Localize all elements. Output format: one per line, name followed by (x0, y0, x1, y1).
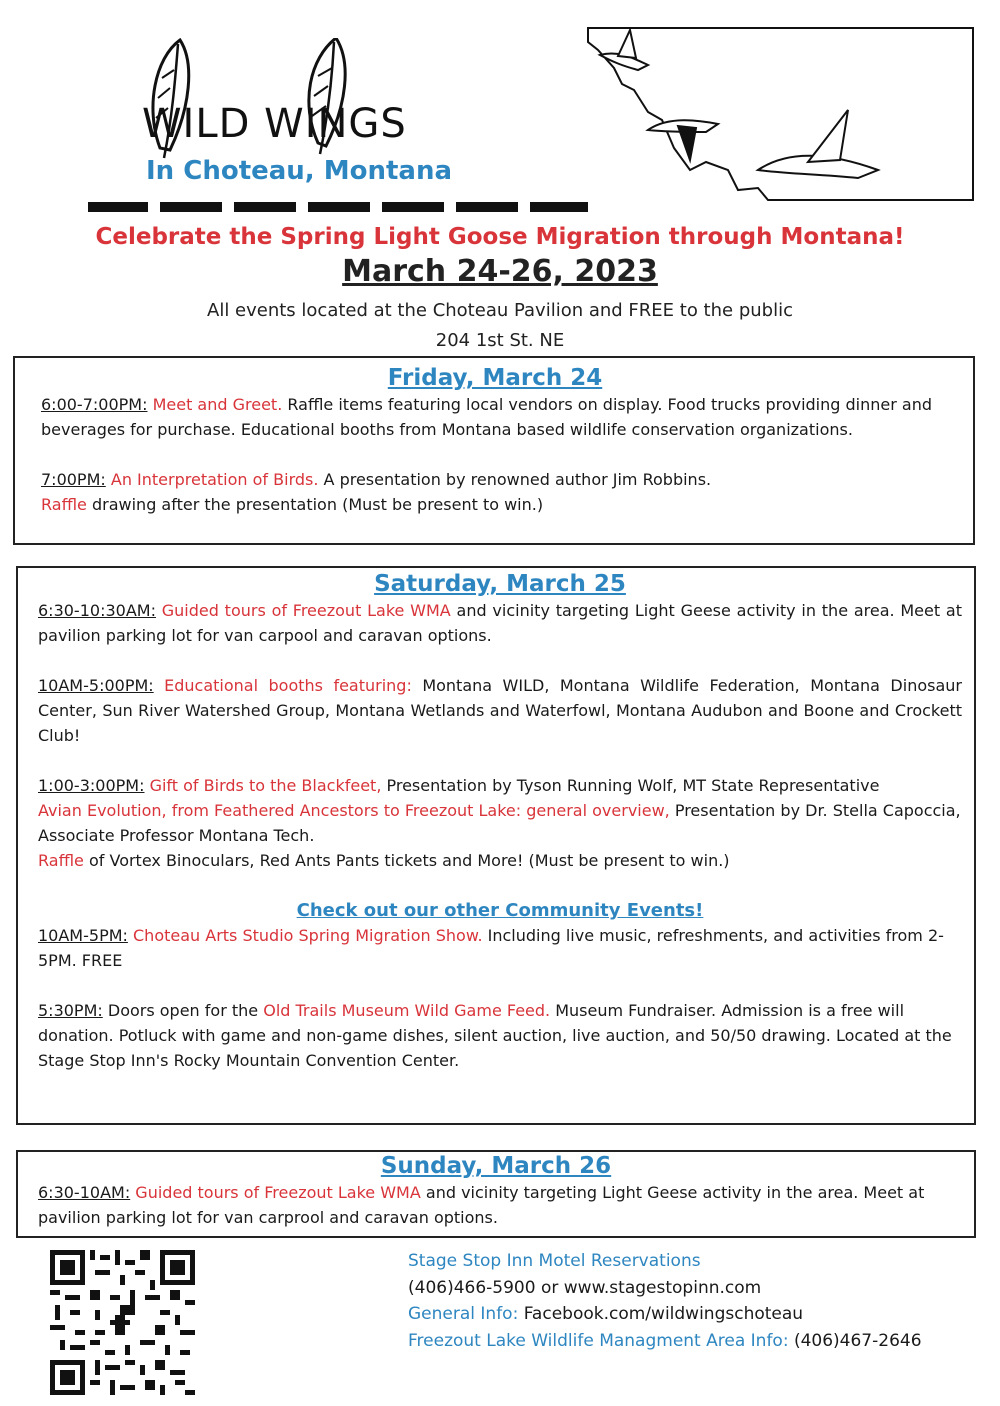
saturday-event-avian-evolution (38, 798, 962, 848)
event-description: Presentation by Tyson Running Wolf, MT State Representative (381, 776, 880, 795)
wma-info (408, 1328, 922, 1355)
event-description: drawing after the presentation (Must be present to win.) (86, 495, 544, 514)
montana-map-icon (578, 20, 978, 212)
subtitle: In Choteau, Montana (146, 156, 453, 186)
saturday-event-booths (38, 673, 962, 748)
general-info-label: General Info: (408, 1304, 519, 1324)
wma-info-label: Freezout Lake Wildlife Managment Area Info: (408, 1330, 789, 1351)
event-text: Doors open for the (102, 1001, 264, 1020)
headline: Celebrate the Spring Light Goose Migration through Montana! (95, 224, 905, 250)
event-description: Raffle items featuring local vendors on display. Food trucks providing dinner and beverages for purchase. Educational booths from Montana based wildlife conservation organizations. (41, 395, 932, 439)
event-time: 6:30-10:30AM: (38, 601, 156, 620)
event-name: An Interpretation of Birds. (110, 470, 319, 489)
saturday-event-raffle (38, 848, 962, 873)
friday-title: Friday, March 24 (387, 365, 603, 391)
general-info (408, 1301, 922, 1328)
event-time: 5:30PM: (38, 1001, 103, 1020)
event-time: 6:00-7:00PM: (41, 395, 148, 414)
saturday-event-tours (38, 598, 962, 648)
event-name: Raffle (38, 851, 84, 870)
event-name: Old Trails Museum Wild Game Feed. (263, 1001, 551, 1020)
event-time: 6:30-10AM: (38, 1183, 131, 1202)
event-description: Museum Fundraiser. Admission is a free will donation. Potluck with game and non-game dishes, silent auction, live auction, and 50/50 drawing. Located at the Stage Stop Inn's Rocky Mountain Convention Center. (38, 1001, 952, 1070)
event-time: 10AM-5PM: (38, 926, 128, 945)
event-dates: March 24-26, 2023 (342, 254, 658, 289)
friday-section (13, 356, 975, 545)
saturday-title: Saturday, March 25 (374, 571, 626, 597)
saturday-event-gift-of-birds (38, 773, 962, 798)
sunday-title: Sunday, March 26 (380, 1153, 612, 1179)
footer-contact (408, 1248, 922, 1354)
location-address: 204 1st St. NE (435, 330, 565, 351)
event-name: Guided tours of Freezout Lake WMA (161, 601, 451, 620)
event-name: Avian Evolution, from Feathered Ancestors to Freezout Lake: general overview, (38, 801, 670, 820)
location-info: All events located at the Choteau Pavilion and FREE to the public (207, 300, 793, 321)
event-time: 10AM-5:00PM: (38, 676, 154, 695)
wma-info-phone[interactable]: (406)467-2646 (788, 1330, 922, 1351)
community-events-heading: Check out our other Community Events! (296, 900, 704, 921)
event-time: 7:00PM: (41, 470, 106, 489)
decorative-dashes (88, 200, 588, 214)
event-description: Presentation by Dr. Stella Capoccia, Associate Professor Montana Tech. (38, 801, 961, 845)
sunday-event-tours (38, 1180, 954, 1230)
friday-event-meet-greet (41, 392, 949, 442)
event-time: 1:00-3:00PM: (38, 776, 145, 795)
event-name: Raffle (41, 495, 87, 514)
friday-event-presentation (41, 467, 949, 492)
event-description: A presentation by renowned author Jim Robbins. (318, 470, 712, 489)
event-name: Choteau Arts Studio Spring Migration Show. (133, 926, 483, 945)
friday-event-raffle (41, 492, 949, 517)
community-event-arts-studio (38, 923, 962, 973)
event-description: of Vortex Binoculars, Red Ants Pants tickets and More! (Must be present to win.) (83, 851, 730, 870)
general-info-link[interactable]: Facebook.com/wildwingschoteau (518, 1304, 804, 1324)
motel-label: Stage Stop Inn Motel Reservations (408, 1251, 701, 1271)
event-name: Meet and Greet. (152, 395, 283, 414)
event-description: Including live music, refreshments, and activities from 2-5PM. FREE (38, 926, 944, 970)
qr-code-icon (50, 1250, 195, 1395)
sunday-section (16, 1150, 976, 1238)
event-name: Gift of Birds to the Blackfeet, (149, 776, 382, 795)
event-description: Montana WILD, Montana Wildlife Federation, Montana Dinosaur Center, Sun River Watershed Group, Montana Wetlands and Waterfowl, Montana Audubon and Boone and Crockett Club! (38, 676, 962, 745)
saturday-section (16, 566, 976, 1125)
event-description: and vicinity targeting Light Geese activity in the area. Meet at pavilion parking lot for van carpool and caravan options. (38, 601, 963, 645)
community-event-game-feed (38, 998, 962, 1073)
motel-contact[interactable]: (406)466-5900 or www.stagestopinn.com (408, 1277, 762, 1298)
logo-wordmark: WILD WINGS (142, 101, 407, 147)
event-name: Guided tours of Freezout Lake WMA (135, 1183, 421, 1202)
event-description: and vicinity targeting Light Geese activity in the area. Meet at pavilion parking lot for van carprool and caravan options. (38, 1183, 925, 1227)
event-name: Educational booths featuring: (164, 676, 412, 695)
